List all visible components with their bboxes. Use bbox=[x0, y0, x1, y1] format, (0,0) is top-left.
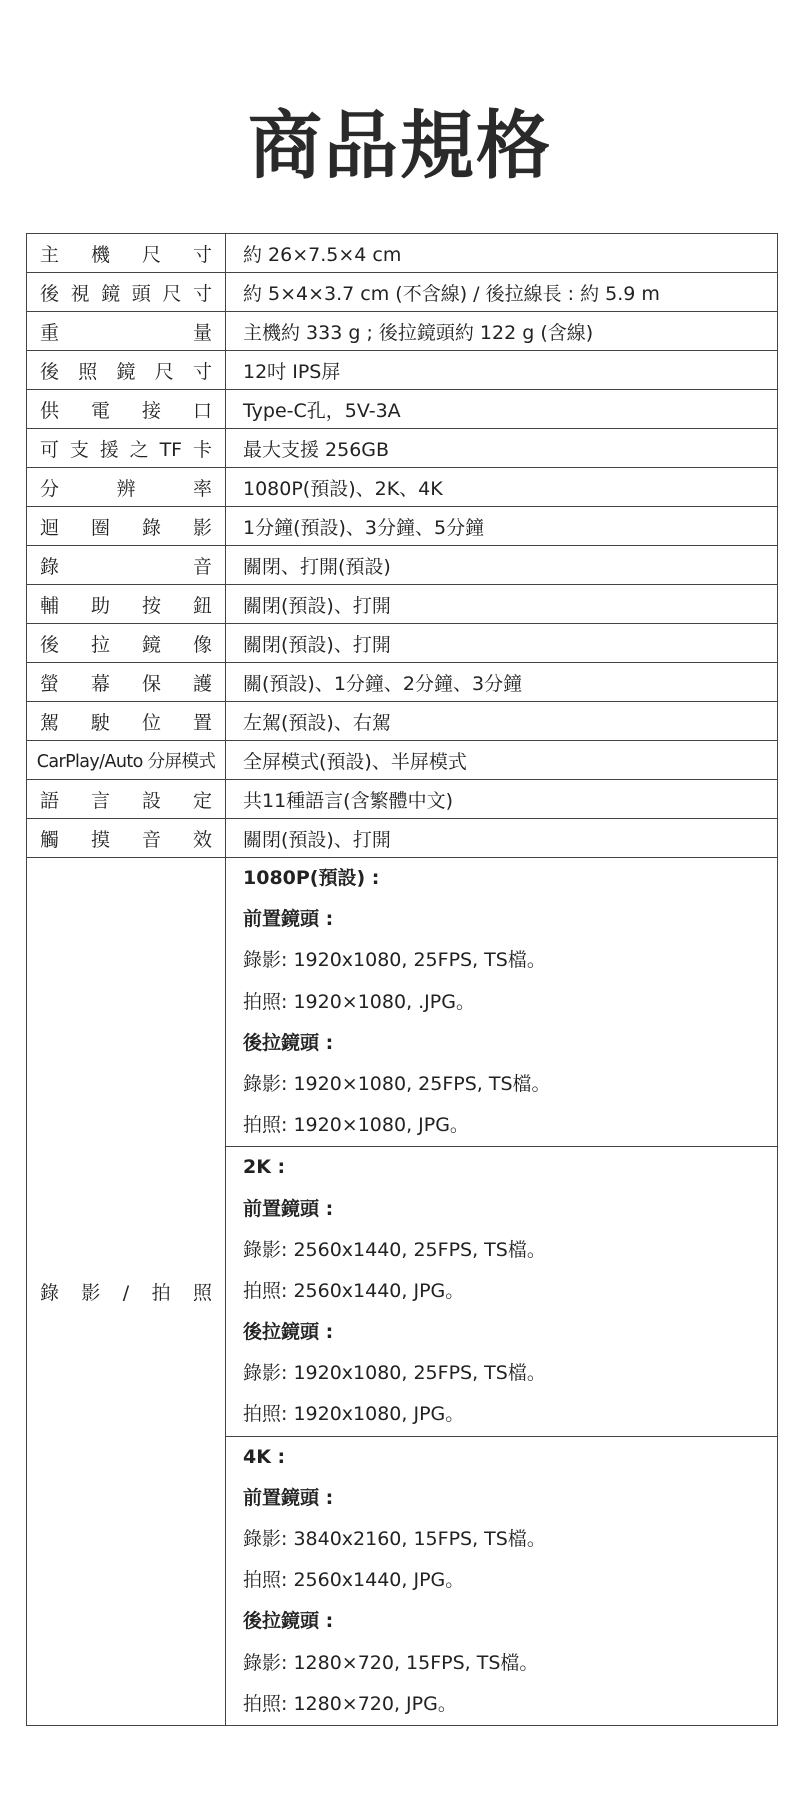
spec-value: 1分鐘(預設)、3分鐘、5分鐘 bbox=[226, 507, 778, 546]
spec-row-split-screen bbox=[27, 741, 778, 780]
spec-label: 輔助按鈕 bbox=[27, 585, 226, 624]
spec-value: Type-C孔，5V-3A bbox=[226, 390, 778, 429]
spec-value: 全屏模式(預設)、半屏模式 bbox=[226, 741, 778, 780]
front-video-spec: 錄影: 3840x2160, 15FPS, TS檔。 bbox=[243, 1528, 546, 1550]
spec-value: 1080P(預設)、2K、4K bbox=[226, 468, 778, 507]
resolution-heading: 2K : bbox=[243, 1156, 286, 1179]
spec-label: 觸摸音效 bbox=[27, 819, 226, 858]
spec-row-weight bbox=[27, 312, 778, 351]
spec-value: 關(預設)、1分鐘、2分鐘、3分鐘 bbox=[226, 663, 778, 702]
spec-row-driving-position bbox=[27, 702, 778, 741]
spec-row-language bbox=[27, 780, 778, 819]
spec-row-loop-recording bbox=[27, 507, 778, 546]
spec-value: 約 5×4×3.7 cm (不含線) / 後拉線長 : 約 5.9 m bbox=[226, 273, 778, 312]
spec-label: 迴圈錄影 bbox=[27, 507, 226, 546]
spec-row-tf-card bbox=[27, 429, 778, 468]
spec-label: 主機尺寸 bbox=[27, 234, 226, 273]
spec-value: 最大支援 256GB bbox=[226, 429, 778, 468]
spec-row-power-port bbox=[27, 390, 778, 429]
page-title: 商品規格 bbox=[248, 103, 552, 189]
spec-label: 重量 bbox=[27, 312, 226, 351]
front-video-spec: 錄影: 1920x1080, 25FPS, TS檔。 bbox=[243, 949, 546, 972]
spec-row-host-size bbox=[27, 234, 778, 273]
media-block-2k bbox=[226, 1147, 778, 1436]
rear-photo-spec: 拍照: 1920×1080, JPG。 bbox=[243, 1114, 469, 1137]
front-photo-spec: 拍照: 1920×1080, .JPG。 bbox=[243, 990, 475, 1013]
media-block-4k bbox=[226, 1436, 778, 1725]
spec-row-touch-sound bbox=[27, 819, 778, 858]
spec-label: 分辨率 bbox=[27, 468, 226, 507]
front-photo-spec: 拍照: 2560x1440, JPG。 bbox=[243, 1279, 465, 1302]
spec-label: 螢幕保護 bbox=[27, 663, 226, 702]
media-row-1080p bbox=[27, 858, 778, 1147]
spec-value: 共11種語言(含繁體中文) bbox=[226, 780, 778, 819]
spec-label: 後拉鏡像 bbox=[27, 624, 226, 663]
spec-value: 關閉(預設)、打開 bbox=[226, 819, 778, 858]
spec-row-resolution bbox=[27, 468, 778, 507]
media-label: 錄影/拍照 bbox=[27, 858, 226, 1726]
media-block-1080p bbox=[226, 858, 778, 1147]
spec-label: CarPlay/Auto 分屏模式 bbox=[27, 741, 226, 780]
front-camera-heading: 前置鏡頭 : bbox=[243, 908, 334, 931]
resolution-heading: 1080P(預設) : bbox=[243, 867, 380, 889]
rear-camera-heading: 後拉鏡頭 : bbox=[243, 1610, 334, 1633]
front-camera-heading: 前置鏡頭 : bbox=[243, 1486, 334, 1509]
spec-row-screensaver bbox=[27, 663, 778, 702]
spec-label: 可支援之TF卡 bbox=[27, 429, 226, 468]
spec-value: 關閉(預設)、打開 bbox=[226, 624, 778, 663]
spec-label: 供電接口 bbox=[27, 390, 226, 429]
spec-value: 關閉(預設)、打開 bbox=[226, 585, 778, 624]
rear-video-spec: 錄影: 1280×720, 15FPS, TS檔。 bbox=[243, 1651, 539, 1674]
rear-camera-heading: 後拉鏡頭 : bbox=[243, 1031, 334, 1054]
front-video-spec: 錄影: 2560x1440, 25FPS, TS檔。 bbox=[243, 1238, 546, 1261]
spec-row-assist-button bbox=[27, 585, 778, 624]
front-photo-spec: 拍照: 2560x1440, JPG。 bbox=[243, 1569, 465, 1592]
rear-photo-spec: 拍照: 1920x1080, JPG。 bbox=[243, 1403, 465, 1426]
spec-value: 12吋 IPS屏 bbox=[226, 351, 778, 390]
spec-value: 關閉、打開(預設) bbox=[226, 546, 778, 585]
spec-label: 後照鏡尺寸 bbox=[27, 351, 226, 390]
resolution-heading: 4K : bbox=[243, 1445, 286, 1468]
spec-label: 後視鏡頭尺寸 bbox=[27, 273, 226, 312]
spec-row-audio bbox=[27, 546, 778, 585]
spec-row-mirror-size bbox=[27, 351, 778, 390]
spec-row-rear-mirror bbox=[27, 624, 778, 663]
spec-row-rear-camera-size bbox=[27, 273, 778, 312]
rear-video-spec: 錄影: 1920×1080, 25FPS, TS檔。 bbox=[243, 1072, 551, 1095]
spec-value: 主機約 333 g ; 後拉鏡頭約 122 g (含線) bbox=[226, 312, 778, 351]
rear-video-spec: 錄影: 1920x1080, 25FPS, TS檔。 bbox=[243, 1362, 546, 1385]
spec-label: 駕駛位置 bbox=[27, 702, 226, 741]
spec-value: 約 26×7.5×4 cm bbox=[226, 234, 778, 273]
rear-photo-spec: 拍照: 1280×720, JPG。 bbox=[243, 1692, 457, 1715]
front-camera-heading: 前置鏡頭 : bbox=[243, 1197, 334, 1220]
spec-label: 語言設定 bbox=[27, 780, 226, 819]
spec-value: 左駕(預設)、右駕 bbox=[226, 702, 778, 741]
rear-camera-heading: 後拉鏡頭 : bbox=[243, 1321, 334, 1344]
spec-label: 錄音 bbox=[27, 546, 226, 585]
spec-table bbox=[26, 233, 778, 1726]
